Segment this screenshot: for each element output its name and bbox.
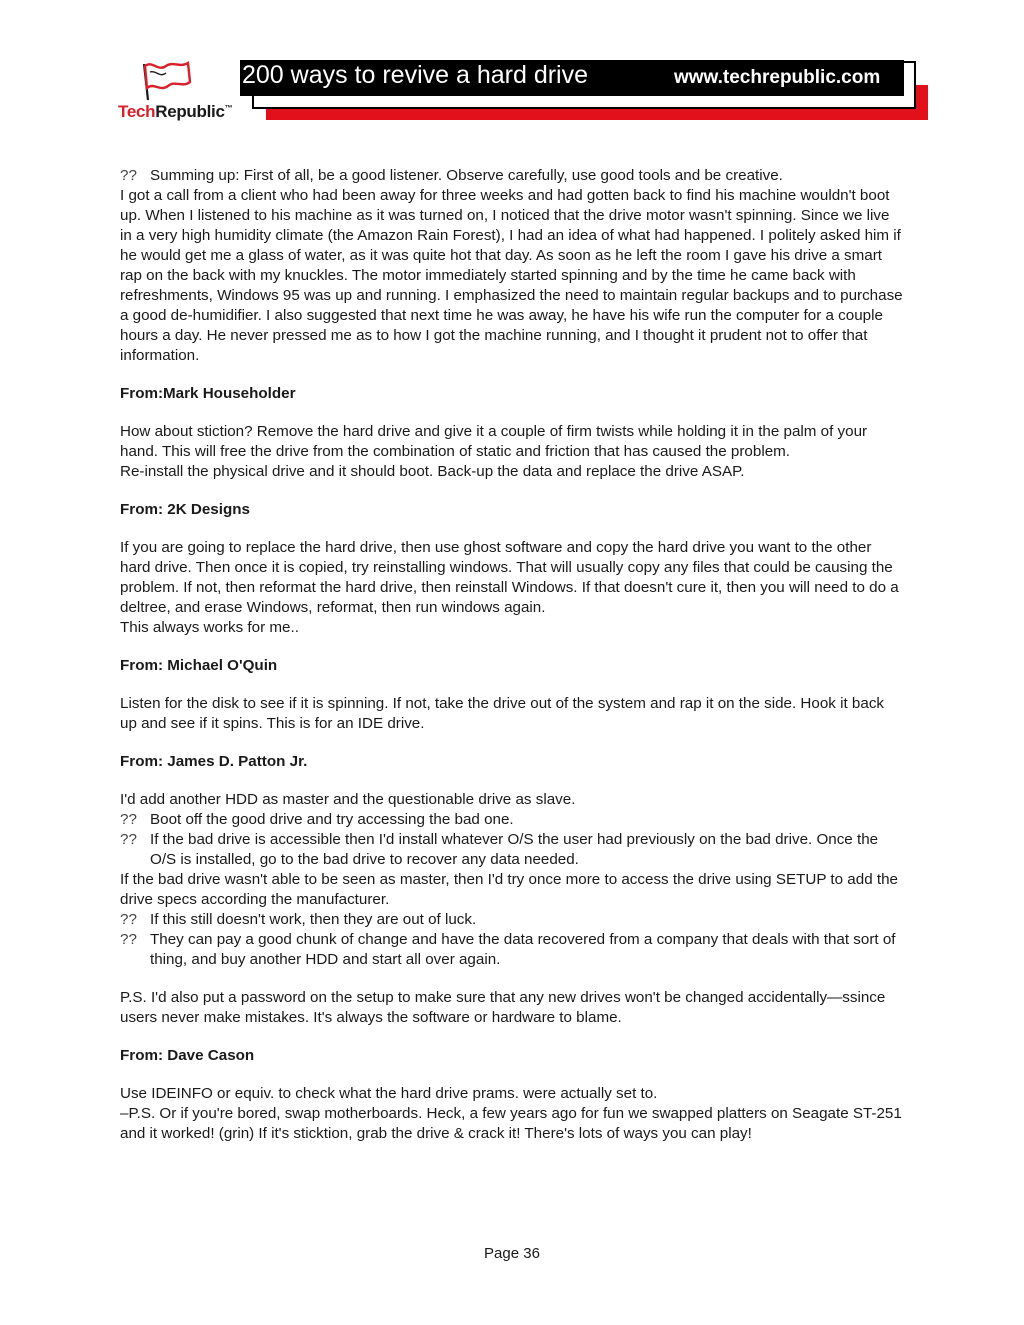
bullet-item xyxy=(120,166,905,186)
bullet-marker: ?? xyxy=(120,911,137,928)
bullet-item xyxy=(120,910,905,930)
logo-wordmark xyxy=(118,102,232,122)
section-heading: From: Dave Cason xyxy=(120,1047,255,1064)
bullet-text: Boot off the good drive and try accessing the bad one. xyxy=(150,811,514,828)
bullet-item xyxy=(120,930,905,970)
section-heading: From:Mark Householder xyxy=(120,385,296,402)
paragraph: This always works for me.. xyxy=(120,619,299,636)
logo-text-tech: Tech xyxy=(118,102,156,121)
techrepublic-logo xyxy=(118,58,238,128)
page-number: Page 36 xyxy=(484,1245,540,1262)
paragraph: I'd add another HDD as master and the questionable drive as slave. xyxy=(120,791,576,808)
paragraph: Use IDEINFO or equiv. to check what the hard drive prams. were actually set to. xyxy=(120,1085,658,1102)
paragraph: If the bad drive wasn't able to be seen as master, then I'd try once more to access the drive using SETUP to add the drive specs according the manufacturer. xyxy=(120,871,898,908)
paragraph: P.S. I'd also put a password on the setup to make sure that any new drives won't be changed accidentally—ssince users never make mistakes. It's always the software or hardware to blame. xyxy=(120,989,886,1026)
bullet-marker: ?? xyxy=(120,811,137,828)
header-url: www.techrepublic.com xyxy=(674,67,881,88)
section-heading: From: Michael O'Quin xyxy=(120,657,278,674)
bullet-item xyxy=(120,830,905,870)
bullet-text: If the bad drive is accessible then I'd install whatever O/S the user had previously on the bad drive. Once the O/S is installed, go to the bad drive to recover any data needed. xyxy=(150,831,879,868)
section-heading: From: 2K Designs xyxy=(120,501,250,518)
bullet-marker: ?? xyxy=(120,931,137,948)
bullet-text: They can pay a good chunk of change and have the data recovered from a company that deals with that sort of thing, and buy another HDD and start all over again. xyxy=(150,931,896,968)
bullet-text: If this still doesn't work, then they are out of luck. xyxy=(150,911,477,928)
paragraph: How about stiction? Remove the hard drive and give it a couple of firm twists while holding it in the palm of your hand. This will free the drive from the combination of static and friction that has caused the problem. xyxy=(120,423,868,460)
bullet-marker: ?? xyxy=(120,831,137,848)
section-heading: From: James D. Patton Jr. xyxy=(120,753,308,770)
document-title: 200 ways to revive a hard drive xyxy=(242,61,589,89)
bullet-item xyxy=(120,810,905,830)
paragraph: I got a call from a client who had been away for three weeks and had gotten back to find his machine wouldn't boot up. When I listened to his machine as it was turned on, I noticed that the drive motor wasn't spinning. Since we live in a very high humidity climate (the Amazon Rain Forest), I had an idea of what had happened. I politely asked him if he would get me a glass of water, as it was quite hot that day. As soon as he left the room I gave his drive a smart rap on the back with my knuckles. The motor immediately started spinning and by the time he came back with refreshments, Windows 95 was up and running. I emphasized the need to maintain regular backups and to purchase a good de-humidifier. I also suggested that next time he was away, he have his wife run the computer for a couple hours a day. He never pressed me as to how I got the machine running, and I thought it prudent not to offer that information. xyxy=(120,187,903,364)
document-body xyxy=(120,166,905,1144)
paragraph: If you are going to replace the hard drive, then use ghost software and copy the hard drive you want to the other hard drive. Then once it is copied, try reinstalling windows. That will usually copy any files that could be causing the problem. If not, then reformat the hard drive, then reinstall Windows. If that doesn't cure it, then you will need to do a deltree, and erase Windows, reformat, then run windows again. xyxy=(120,539,899,616)
bullet-marker: ?? xyxy=(120,167,137,184)
summing-up-text: Summing up: First of all, be a good listener. Observe carefully, use good tools and be creative. xyxy=(150,167,783,184)
trademark-mark: ™ xyxy=(224,103,233,113)
logo-text-republic: Republic xyxy=(155,102,225,121)
flag-icon xyxy=(142,58,194,102)
paragraph: Re-install the physical drive and it should boot. Back-up the data and replace the drive ASAP. xyxy=(120,463,745,480)
paragraph: Listen for the disk to see if it is spinning. If not, take the drive out of the system and rap it on the side. Hook it back up and see if it spins. This is for an IDE drive. xyxy=(120,695,885,732)
paragraph: –P.S. Or if you're bored, swap motherboards. Heck, a few years ago for fun we swapped platters on Seagate ST-251 and it worked! (grin) If it's sticktion, grab the drive & crack it! There's lots of ways you can play! xyxy=(120,1105,902,1142)
